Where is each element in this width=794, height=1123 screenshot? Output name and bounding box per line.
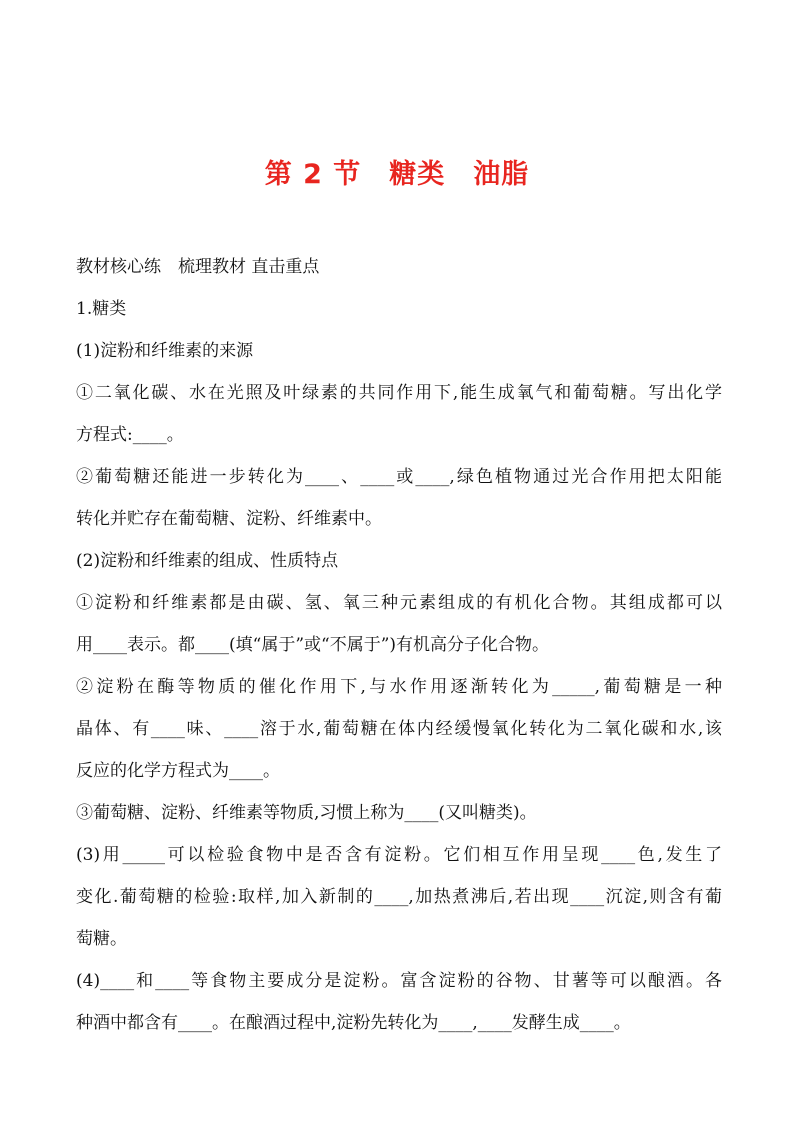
- subtopic-heading: (2)淀粉和纤维素的组成、性质特点: [76, 551, 339, 571]
- paragraph-line: 变化.葡萄糖的检验:取样,加入新制的____,加热煮沸后,若出现____沉淀,则含有葡: [76, 887, 722, 907]
- topic-heading: 1.糖类: [76, 299, 127, 319]
- paragraph-line: 萄糖。: [76, 929, 127, 949]
- paragraph-line: ②淀粉在酶等物质的催化作用下,与水作用逐渐转化为_____,葡萄糖是一种: [76, 677, 722, 697]
- paragraph-line: ③葡萄糖、淀粉、纤维素等物质,习惯上称为____(又叫糖类)。: [76, 803, 537, 823]
- paragraph-line: ②葡萄糖还能进一步转化为____、____或____,绿色植物通过光合作用把太阳能: [76, 467, 722, 487]
- section-subheading: 教材核心练 梳理教材 直击重点: [76, 257, 320, 277]
- paragraph-line: 用____表示。都____(填“属于”或“不属于”)有机高分子化合物。: [76, 635, 550, 655]
- section-title: 第 2 节 糖类 油脂: [264, 159, 530, 190]
- paragraph-line: 晶体、有____味、____溶于水,葡萄糖在体内经缓慢氧化转化为二氧化碳和水,该: [76, 719, 722, 739]
- paragraph-line: 种酒中都含有____。在酿酒过程中,淀粉先转化为____,____发酵生成____。: [76, 1013, 631, 1033]
- content-body: [76, 246, 722, 1044]
- paragraph-line: ①淀粉和纤维素都是由碳、氢、氧三种元素组成的有机化合物。其组成都可以: [76, 593, 722, 613]
- paragraph-line: ①二氧化碳、水在光照及叶绿素的共同作用下,能生成氧气和葡萄糖。写出化学: [76, 383, 722, 403]
- subtopic-heading: (1)淀粉和纤维素的来源: [76, 341, 254, 361]
- paragraph-line: (4)____和____等食物主要成分是淀粉。富含淀粉的谷物、甘薯等可以酿酒。各: [76, 971, 722, 991]
- paragraph-line: 反应的化学方程式为____。: [76, 761, 280, 781]
- paragraph-line: 转化并贮存在葡萄糖、淀粉、纤维素中。: [76, 509, 382, 529]
- paragraph-line: 方程式:____。: [76, 425, 184, 445]
- paragraph-line: (3)用_____可以检验食物中是否含有淀粉。它们相互作用呈现____色,发生了: [76, 845, 722, 865]
